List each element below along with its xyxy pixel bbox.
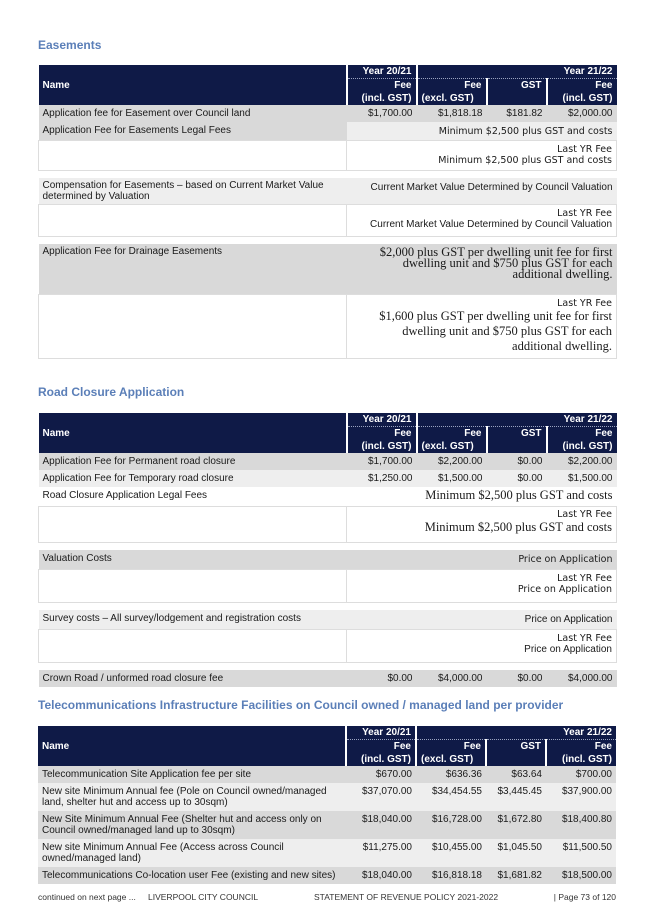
table-row: [38, 783, 616, 811]
last-year-fee: Price on Application: [524, 643, 612, 655]
row-current-fee: Minimum $2,500 plus GST and costs: [347, 487, 617, 506]
last-year-label: Last YR Fee: [557, 143, 612, 155]
row-name: Compensation for Easements – based on Current Market Value determined by Valuation: [39, 178, 347, 204]
header-fee: Fee: [547, 427, 617, 441]
row-last-year: [347, 569, 617, 602]
row-last-year: [347, 629, 617, 662]
row-name: Valuation Costs: [39, 550, 347, 569]
table-row: [39, 453, 617, 470]
header-gst: GST: [487, 79, 547, 106]
last-year-label: Last YR Fee: [557, 632, 612, 644]
header-year-next: Year 21/22: [416, 726, 616, 740]
row-fee-excl: $4,000.00: [438, 673, 483, 684]
row-name: New Site Minimum Annual Fee (Shelter hut and access only on Council owned/managed land up to 30sqm): [42, 814, 322, 836]
row-gst: $0.00: [517, 473, 543, 484]
header-name: Name: [39, 413, 347, 453]
header-fee: Fee: [346, 740, 416, 754]
table-row: [38, 811, 616, 839]
row-gst: $0.00: [517, 673, 543, 684]
telecom-table: [38, 726, 616, 884]
last-year-label: Last YR Fee: [557, 572, 612, 584]
last-year-fee: Minimum $2,500 plus GST and costs: [424, 519, 612, 534]
row-fee-excl: $16,818.18: [431, 870, 482, 881]
row-current-fee: Price on Application: [347, 610, 617, 629]
row-fee-incl: $4,000.00: [568, 673, 613, 684]
row-gst: $63.64: [511, 769, 542, 780]
row-name: Application Fee for Easements Legal Fees: [39, 122, 347, 140]
row-last-year: [347, 204, 617, 236]
header-fee-sub: (incl. GST): [346, 753, 416, 766]
table-header: [39, 65, 617, 79]
header-year-prev: Year 20/21: [347, 65, 417, 79]
row-gst: $0.00: [517, 456, 543, 467]
row-fee-excl: $16,728.00: [431, 814, 482, 825]
row-fee-excl: $2,200.00: [438, 456, 483, 467]
header-fee: Fee: [347, 427, 417, 441]
row-name: New site Minimum Annual fee (Pole on Council owned/managed land, shelter hut and access up to 30sqm): [42, 786, 327, 808]
row-spacer: [39, 294, 347, 358]
row-current-fee: Current Market Value Determined by Council Valuation: [347, 178, 617, 204]
row-fee-incl: $700.00: [575, 769, 612, 780]
section-title-easements: Easements: [38, 38, 102, 52]
footer-council: LIVERPOOL CITY COUNCIL: [148, 892, 259, 902]
header-fee-sub: (incl. GST): [347, 92, 417, 105]
row-fee-incl: $11,500.50: [562, 842, 612, 853]
row-name: New site Minimum Annual Fee (Access across Council owned/managed land): [42, 842, 284, 864]
row-fee-incl: $18,500.00: [561, 870, 612, 881]
row-name: Road Closure Application Legal Fees: [39, 487, 347, 506]
row-fee-incl: $1,500.00: [568, 473, 613, 484]
row-spacer: [39, 629, 347, 662]
footer-page-number: | Page 73 of 120: [553, 892, 616, 902]
last-year-label: Last YR Fee: [557, 207, 612, 219]
row-name: Application Fee for Temporary road closure: [42, 473, 234, 484]
row-prev-fee: $18,040.00: [361, 814, 412, 825]
row-last-year: [347, 294, 617, 358]
row-spacer: [39, 140, 347, 170]
table-row: [38, 867, 616, 884]
row-name: Telecommunications Co-location user Fee (existing and new sites): [42, 870, 336, 881]
last-year-label: Last YR Fee: [557, 297, 612, 309]
row-fee-excl: $636.36: [445, 769, 482, 780]
header-gst: GST: [487, 427, 547, 454]
header-fee: Fee: [417, 427, 487, 441]
last-year-fee: Current Market Value Determined by Council Valuation: [370, 218, 612, 230]
table-row: [39, 178, 617, 204]
row-name: Application Fee for Drainage Easements: [39, 244, 347, 294]
header-fee-sub: (incl. GST): [547, 92, 617, 105]
header-fee: Fee: [417, 79, 487, 93]
row-gst: $1,045.50: [497, 842, 542, 853]
row-spacer: [39, 204, 347, 236]
section-title-road-closure: Road Closure Application: [38, 385, 185, 399]
header-fee: Fee: [416, 740, 486, 754]
table-header: [39, 413, 617, 427]
last-year-fee: Price on Application: [517, 583, 612, 595]
easements-table: [38, 65, 617, 359]
header-year-prev: Year 20/21: [347, 413, 417, 427]
row-current-fee: Price on Application: [347, 550, 617, 569]
table-row: [39, 244, 617, 294]
last-year-label: Last YR Fee: [557, 508, 612, 520]
table-row: [39, 670, 617, 687]
header-fee: Fee: [347, 79, 417, 93]
row-prev-fee: $1,250.00: [368, 473, 413, 484]
table-header: [38, 726, 616, 740]
footer-document-title: STATEMENT OF REVENUE POLICY 2021-2022: [314, 892, 499, 902]
row-fee-incl: $18,400.80: [561, 814, 612, 825]
header-year-next: Year 21/22: [417, 413, 617, 427]
row-fee-excl: $34,454.55: [431, 786, 482, 797]
row-fee-incl: $2,000.00: [568, 108, 613, 119]
row-name: Survey costs – All survey/lodgement and registration costs: [39, 610, 347, 629]
row-fee-incl: $37,900.00: [561, 786, 612, 797]
row-prev-fee: $1,700.00: [368, 456, 413, 467]
row-last-year: [347, 140, 617, 170]
row-name: Telecommunication Site Application fee per site: [42, 769, 252, 780]
row-prev-fee: $1,700.00: [368, 108, 413, 119]
header-fee-sub: (incl. GST): [347, 440, 417, 453]
table-row: [39, 550, 617, 569]
header-fee-sub: (excl. GST): [417, 440, 487, 453]
row-prev-fee: $37,070.00: [361, 786, 412, 797]
row-fee-excl: $10,455.00: [431, 842, 482, 853]
row-last-year: [347, 506, 617, 542]
row-spacer: [39, 569, 347, 602]
row-prev-fee: $11,275.00: [362, 842, 412, 853]
table-row: [39, 487, 617, 506]
row-spacer: [39, 506, 347, 542]
road-closure-table: [38, 413, 617, 687]
table-row: [38, 766, 616, 783]
header-fee-sub: (excl. GST): [417, 92, 487, 105]
row-fee-excl: $1,818.18: [438, 108, 483, 119]
header-fee-sub: (excl. GST): [416, 753, 486, 766]
row-gst: $3,445.45: [497, 786, 542, 797]
table-row: [39, 122, 617, 140]
header-fee: Fee: [547, 79, 617, 93]
row-name: Crown Road / unformed road closure fee: [42, 673, 224, 684]
last-year-fee: Minimum $2,500 plus GST and costs: [438, 154, 612, 166]
table-row: [39, 105, 617, 122]
row-prev-fee: $18,040.00: [361, 870, 412, 881]
row-gst: $1,672.80: [497, 814, 542, 825]
header-fee: Fee: [546, 740, 616, 754]
header-fee-sub: (incl. GST): [547, 440, 617, 453]
row-prev-fee: $0.00: [387, 673, 413, 684]
header-name: Name: [38, 726, 346, 766]
header-year-next: Year 21/22: [417, 65, 617, 79]
row-current-fee: Minimum $2,500 plus GST and costs: [347, 122, 617, 140]
last-year-fee: $1,600 plus GST per dwelling unit fee for first dwelling unit and $750 plus GST for each additional dwelling.: [379, 308, 612, 353]
row-fee-excl: $1,500.00: [438, 473, 483, 484]
row-name: Application fee for Easement over Council land: [42, 108, 251, 119]
table-row: [38, 839, 616, 867]
header-year-prev: Year 20/21: [346, 726, 416, 740]
footer-continued: continued on next page ...: [38, 892, 136, 902]
row-name: Application Fee for Permanent road closure: [42, 456, 236, 467]
header-gst: GST: [486, 740, 546, 767]
section-title-telecom: Telecommunications Infrastructure Facilities on Council owned / managed land per provider: [38, 698, 564, 712]
header-fee-sub: (incl. GST): [546, 753, 616, 766]
table-row: [39, 610, 617, 629]
row-prev-fee: $670.00: [375, 769, 412, 780]
header-name: Name: [39, 65, 347, 105]
table-row: [39, 470, 617, 487]
row-fee-incl: $2,200.00: [568, 456, 613, 467]
row-gst: $181.82: [506, 108, 543, 119]
row-gst: $1,681.82: [497, 870, 542, 881]
row-current-fee: $2,000 plus GST per dwelling unit fee for first dwelling unit and $750 plus GST for each additional dwelling.: [347, 244, 617, 294]
